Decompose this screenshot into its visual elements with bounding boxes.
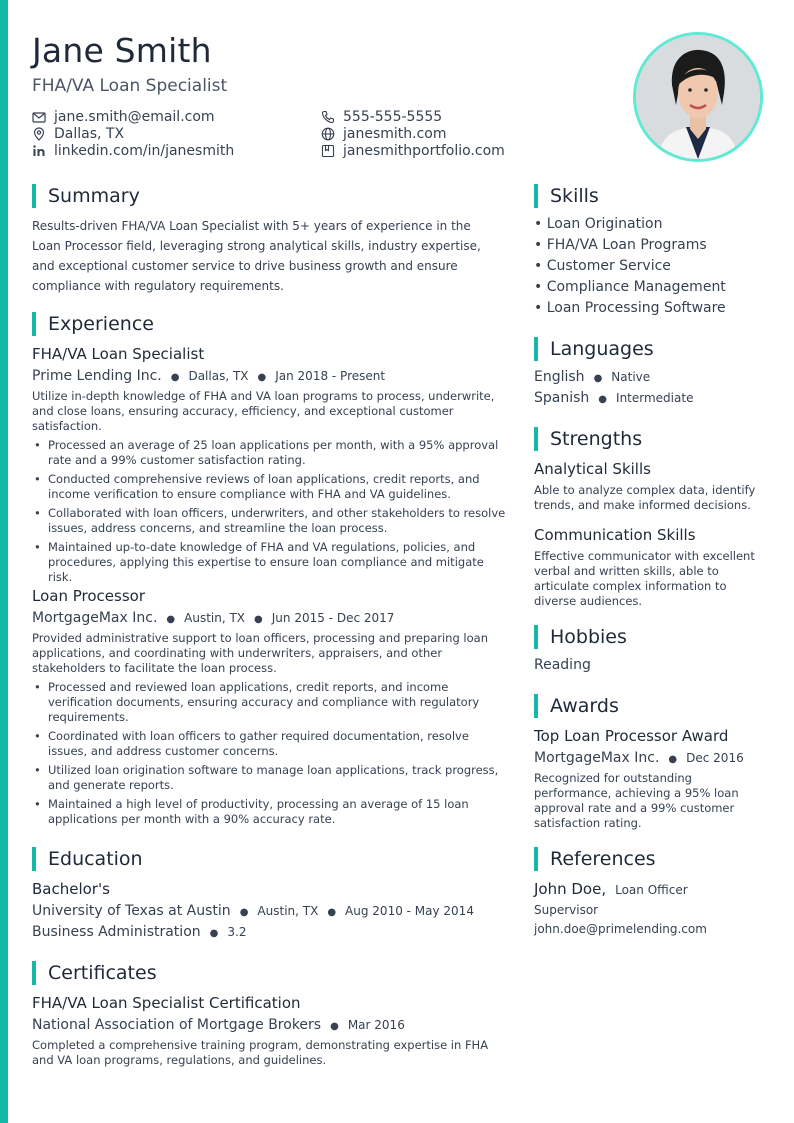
summary-text: Results-driven FHA/VA Loan Specialist with 5+ years of experience in the Loan Processor field, leveraging strong analytical skills, industry expertise, and exceptional customer service to drive business growth and ensure compliance with regulatory requirements. — [32, 219, 481, 293]
profile-photo — [633, 32, 763, 162]
skill-item: • FHA/VA Loan Programs — [534, 237, 707, 253]
education-field-row — [32, 924, 246, 940]
section-title: References — [550, 848, 656, 870]
section-title: Languages — [550, 338, 654, 360]
school-location: Austin, TX — [257, 904, 319, 918]
separator-dot: ● — [257, 372, 267, 383]
location-icon — [32, 127, 46, 141]
reference-position: Loan Officer — [615, 883, 688, 897]
section-hobbies — [534, 625, 627, 649]
strength-description: Effective communicator with excellent verbal and written skills, able to articulate complex information to diverse audiences. — [534, 549, 755, 608]
field-of-study: Business Administration — [32, 924, 201, 940]
section-summary — [32, 184, 140, 208]
job-title: Loan Processor — [32, 587, 145, 605]
skills-list — [534, 216, 726, 321]
skill-label: Loan Processing Software — [546, 300, 726, 316]
contact-website[interactable] — [321, 125, 505, 142]
skill-item: • Loan Origination — [534, 216, 663, 232]
section-certificates — [32, 961, 157, 985]
list-item: • Utilized loan origination software to manage loan applications, track progress, and generate reports. — [32, 763, 510, 793]
skill-item: • Customer Service — [534, 258, 671, 274]
reference-name-row — [534, 880, 688, 898]
section-title: Experience — [48, 313, 154, 335]
certificate-description: Completed a comprehensive training program, demonstrating expertise in FHA and VA loan programs, regulations, and guidelines. — [32, 1038, 489, 1067]
contact-portfolio[interactable] — [321, 142, 505, 159]
skill-label: FHA/VA Loan Programs — [546, 237, 707, 253]
email-text: jane.smith@email.com — [54, 108, 215, 125]
reference-relation: Supervisor — [534, 903, 599, 917]
award-date: Dec 2016 — [686, 751, 744, 765]
separator-dot: ● — [593, 373, 603, 384]
portfolio-icon — [321, 144, 335, 158]
section-references — [534, 847, 656, 871]
contact-linkedin[interactable] — [32, 142, 234, 159]
section-title: Strengths — [550, 428, 643, 450]
section-accent — [32, 847, 36, 871]
section-title: Certificates — [48, 962, 157, 984]
list-item: • Processed an average of 25 loan applications per month, with a 95% approval rate and a 99% customer satisfaction rating. — [32, 438, 510, 468]
section-accent — [534, 694, 538, 718]
job-description: Provided administrative support to loan officers, processing and preparing loan applications, and coordinating with underwriters, appraisers, and other stakeholders to facilitate the loan process. — [32, 631, 488, 675]
certificate-meta — [32, 1017, 405, 1033]
section-title: Hobbies — [550, 626, 627, 648]
job-meta — [32, 368, 385, 384]
section-accent — [534, 184, 538, 208]
list-item: • Processed and reviewed loan applications, credit reports, and income verification documents, ensuring accuracy and compliance with regulatory requirements. — [32, 680, 510, 725]
gpa: 3.2 — [227, 925, 247, 939]
job-dates: Jan 2018 - Present — [275, 369, 386, 383]
mail-icon — [32, 110, 46, 124]
job-bullets — [32, 680, 510, 831]
skill-label: Compliance Management — [546, 279, 726, 295]
section-accent — [534, 427, 538, 451]
separator-dot: ● — [598, 394, 608, 405]
job-bullets — [32, 438, 510, 589]
section-title: Summary — [48, 185, 140, 207]
section-title: Awards — [550, 695, 619, 717]
strength-name: Communication Skills — [534, 526, 696, 544]
language-name: English — [534, 369, 585, 385]
section-awards — [534, 694, 619, 718]
section-accent — [534, 847, 538, 871]
strength-name: Analytical Skills — [534, 460, 651, 478]
contact-left — [32, 108, 234, 159]
certificate-issuer: National Association of Mortgage Brokers — [32, 1017, 322, 1033]
award-meta — [534, 750, 744, 766]
language-row — [534, 369, 650, 385]
section-experience — [32, 312, 154, 336]
phone-icon — [321, 110, 335, 124]
section-accent — [32, 312, 36, 336]
list-item: • Collaborated with loan officers, underwriters, and other stakeholders to resolve issues, address concerns, and streamline the loan process. — [32, 506, 510, 536]
separator-dot: ● — [239, 907, 249, 918]
strength-description: Able to analyze complex data, identify trends, and make informed decisions. — [534, 483, 756, 512]
contact-email[interactable] — [32, 108, 234, 125]
candidate-title: FHA/VA Loan Specialist — [32, 76, 228, 96]
list-item: • Conducted comprehensive reviews of loan applications, credit reports, and income verification to ensure compliance with FHA and VA guidelines. — [32, 472, 510, 502]
contact-right — [321, 108, 505, 159]
language-level: Native — [611, 370, 651, 384]
job-dates: Jun 2015 - Dec 2017 — [271, 611, 395, 625]
linkedin-text: linkedin.com/in/janesmith — [54, 142, 235, 159]
separator-dot: ● — [327, 907, 337, 918]
linkedin-icon — [32, 144, 46, 158]
certificate-name: FHA/VA Loan Specialist Certification — [32, 994, 301, 1012]
list-item: • Coordinated with loan officers to gather required documentation, resolve issues, and address customer concerns. — [32, 729, 510, 759]
degree: Bachelor's — [32, 880, 110, 898]
separator-dot: ● — [668, 754, 678, 765]
job-location: Dallas, TX — [188, 369, 249, 383]
education-meta — [32, 903, 474, 919]
section-title: Education — [48, 848, 143, 870]
job-location: Austin, TX — [184, 611, 246, 625]
separator-dot: ● — [209, 928, 219, 939]
certificate-date: Mar 2016 — [347, 1018, 405, 1032]
globe-icon — [321, 127, 335, 141]
section-strengths — [534, 427, 642, 451]
contact-location — [32, 125, 234, 142]
section-accent — [32, 184, 36, 208]
portfolio-text: janesmithportfolio.com — [343, 142, 505, 159]
location-text: Dallas, TX — [54, 125, 125, 142]
website-text: janesmith.com — [343, 125, 447, 142]
separator-dot: ● — [254, 614, 263, 625]
education-dates: Aug 2010 - May 2014 — [345, 904, 474, 918]
award-name: Top Loan Processor Award — [534, 727, 729, 745]
separator-dot: ● — [166, 614, 176, 625]
skill-item: • Loan Processing Software — [534, 300, 726, 316]
candidate-name: Jane Smith — [32, 31, 212, 70]
award-description: Recognized for outstanding performance, achieving a 95% loan approval rate and a 99% customer satisfaction rating. — [534, 771, 739, 830]
job-description: Utilize in-depth knowledge of FHA and VA loan programs to process, underwrite, and close loans, ensuring accuracy, efficiency, and exceptional customer satisfaction. — [32, 389, 495, 433]
contact-phone[interactable] — [321, 108, 505, 125]
job-company: Prime Lending Inc. — [32, 368, 162, 384]
language-level: Intermediate — [616, 391, 694, 405]
job-company: MortgageMax Inc. — [32, 610, 158, 626]
accent-bar — [0, 0, 8, 1123]
skill-label: Customer Service — [546, 258, 671, 274]
section-skills — [534, 184, 599, 208]
language-row — [534, 390, 693, 406]
reference-email[interactable]: john.doe@primelending.com — [534, 922, 707, 936]
phone-text: 555-555-5555 — [343, 108, 443, 125]
hobby-item: Reading — [534, 657, 591, 673]
job-meta — [32, 610, 394, 626]
section-accent — [534, 337, 538, 361]
award-issuer: MortgageMax Inc. — [534, 750, 660, 766]
section-languages — [534, 337, 654, 361]
language-name: Spanish — [534, 390, 590, 406]
separator-dot: ● — [330, 1021, 339, 1032]
reference-name: John Doe, — [534, 880, 607, 898]
skill-label: Loan Origination — [546, 216, 663, 232]
school-name: University of Texas at Austin — [32, 903, 231, 919]
job-title: FHA/VA Loan Specialist — [32, 345, 205, 363]
skill-item: • Compliance Management — [534, 279, 726, 295]
section-accent — [32, 961, 36, 985]
section-title: Skills — [550, 185, 599, 207]
section-accent — [534, 625, 538, 649]
separator-dot: ● — [170, 372, 180, 383]
list-item: • Maintained up-to-date knowledge of FHA and VA regulations, policies, and procedures, applying this expertise to ensure loan compliance and mitigate risk. — [32, 540, 510, 585]
list-item: • Maintained a high level of productivity, processing an average of 15 loan applications per month with a 90% accuracy rate. — [32, 797, 510, 827]
section-education — [32, 847, 143, 871]
